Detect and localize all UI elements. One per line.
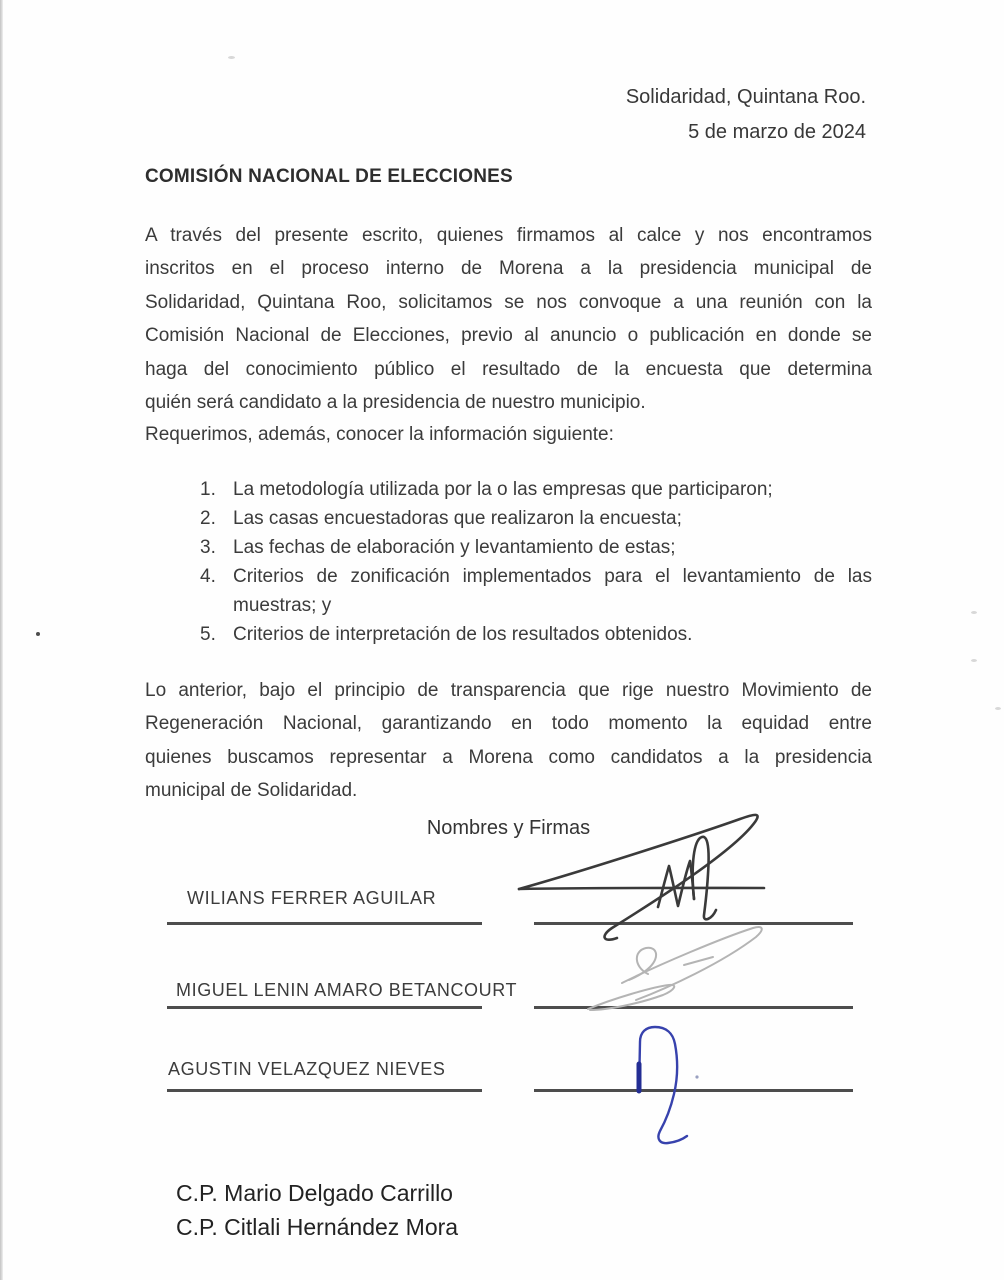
paragraph-line: quienes buscamos representar a Morena como candidatos a la presidencia <box>145 746 872 768</box>
list-item <box>200 533 872 562</box>
footer-name-1: C.P. Mario Delgado Carrillo <box>176 1180 453 1206</box>
list-item-number: 4. <box>200 566 216 587</box>
signature-line <box>534 922 853 925</box>
paragraph-line: Comisión Nacional de Elecciones, previo al anuncio o publicación en donde se <box>145 325 872 347</box>
signatures-heading: Nombres y Firmas <box>426 817 591 839</box>
signature-line <box>534 1089 853 1092</box>
name-underline <box>167 1006 482 1009</box>
ink-dot-artifact <box>36 632 40 636</box>
list-item-number: 2. <box>200 508 216 529</box>
scan-speck <box>228 56 235 59</box>
paragraph-line: inscritos en el proceso interno de Morena a la presidencia municipal de <box>145 258 872 280</box>
list-item-text: Las casas encuestadoras que realizaron la encuesta; <box>233 508 682 529</box>
scan-speck <box>971 611 977 614</box>
list-item <box>200 620 872 649</box>
paragraph-line: haga del conocimiento público el resultado de la encuesta que determina <box>145 358 872 380</box>
list-item <box>200 504 872 533</box>
list-item <box>200 562 872 620</box>
list-item-text: La metodología utilizada por la o las empresas que participaron; <box>233 479 773 500</box>
name-underline <box>167 922 482 925</box>
paragraph-line: Lo anterior, bajo el principio de transparencia que rige nuestro Movimiento de <box>145 680 872 701</box>
list-item-number: 1. <box>200 479 216 500</box>
signature-ink-agustin <box>639 1027 699 1143</box>
scan-edge-artifact <box>0 0 3 1280</box>
body-paragraph-1 <box>145 219 872 419</box>
dateline <box>626 80 866 150</box>
list-item-text: Criterios de zonificación implementados para el levantamiento de las <box>233 566 872 587</box>
footer-name-2: C.P. Citlali Hernández Mora <box>176 1214 459 1240</box>
paragraph-line: Regeneración Nacional, garantizando en todo momento la equidad entre <box>145 713 872 735</box>
paragraph-line: municipal de Solidaridad. <box>145 780 358 802</box>
dateline-date: 5 de marzo de 2024 <box>688 121 866 143</box>
paragraph-line: A través del presente escrito, quienes firmamos al calce y nos encontramos <box>145 225 872 246</box>
footer-names <box>176 1176 458 1244</box>
paragraph-line: quién será candidato a la presidencia de nuestro municipio. <box>145 392 646 414</box>
request-list <box>200 475 872 649</box>
signer-name: WILIANS FERRER AGUILAR <box>187 888 437 908</box>
list-item <box>200 475 872 504</box>
paragraph-line: Solidaridad, Quintana Roo, solicitamos se nos convoque a una reunión con la <box>145 291 872 313</box>
body-paragraph-3 <box>145 674 872 808</box>
list-item-number: 5. <box>200 624 216 645</box>
list-item-text: Criterios de interpretación de los resultados obtenidos. <box>233 624 693 645</box>
signer-name: MIGUEL LENIN AMARO BETANCOURT <box>176 980 518 1000</box>
signature-line <box>534 1006 853 1009</box>
signer-name: AGUSTIN VELAZQUEZ NIEVES <box>168 1059 446 1079</box>
scan-speck <box>995 707 1001 710</box>
signature-ink-miguel <box>588 927 762 1010</box>
scan-speck <box>971 659 977 662</box>
request-intro: Requerimos, además, conocer la información siguiente: <box>145 424 614 445</box>
list-item-text: Las fechas de elaboración y levantamiento de estas; <box>233 537 676 558</box>
dateline-location: Solidaridad, Quintana Roo. <box>625 86 866 108</box>
list-item-text: muestras; y <box>233 595 332 616</box>
list-item-number: 3. <box>200 537 216 558</box>
name-underline <box>167 1089 482 1092</box>
recipient-heading: COMISIÓN NACIONAL DE ELECCIONES <box>145 166 513 187</box>
